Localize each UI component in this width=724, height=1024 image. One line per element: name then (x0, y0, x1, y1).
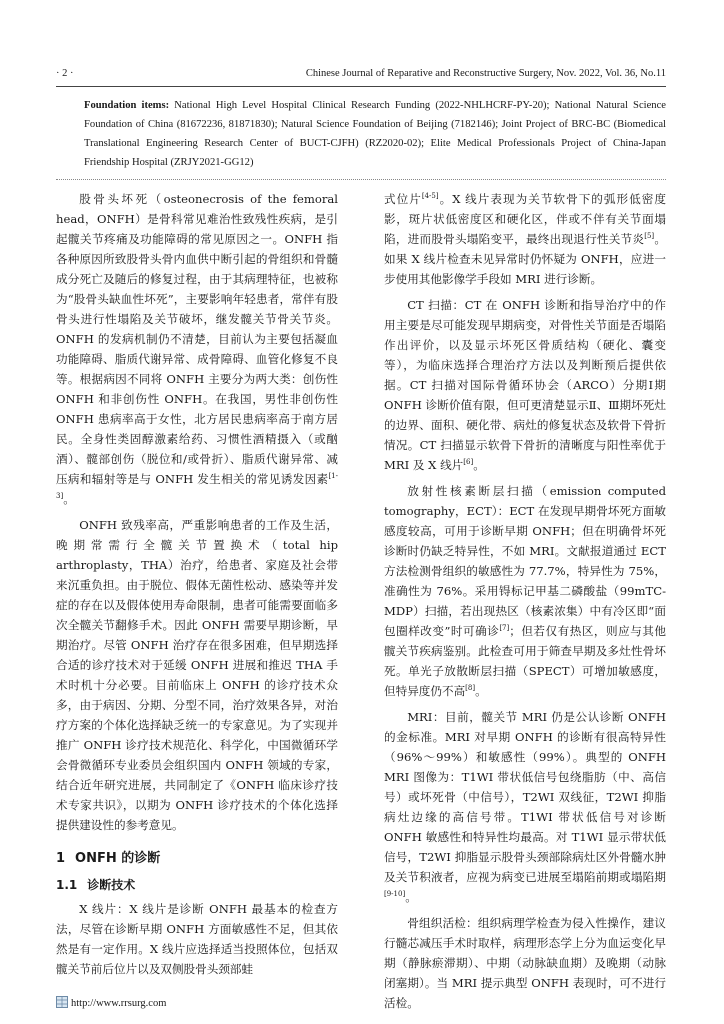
intro-paragraph-2: ONFH 致残率高，严重影响患者的工作及生活，晚期常需行全髋关节置换术（total hip arthroplasty，THA）治疗，给患者、家庭及社会带来沉重负担。由于脱位、假体无菌性松动、感染等并发症的存在以及假体使用寿命限制，患者可能需要面临多次全髋关节翻修手术。因此 ONFH 需要早期诊断，早期治疗。尽管 ONFH 治疗存在很多困难，但早期选择合适的诊疗技术对于延缓 ONFH 进展和推迟 THA 手术时机十分必要。目前临床上 ONFH 的诊疗技术众多，由于病因、分期、分型不同，治疗效果各异，对治疗方案的个体化选择缺乏统一的专家意见。为了实现并推广 ONFH 诊疗技术规范化、科学化，中国微循环学会骨微循环专业委员会组织国内 ONFH 领域的专家，结合近年研究进展，共同制定了《ONFH 临床诊疗技术专家共识》，以期为 ONFH 诊疗技术的个体化选择提供建设性的参考意见。 (56, 518, 338, 832)
citation: [8] (465, 684, 476, 693)
biopsy-paragraph: 骨组织活检：组织病理学检查为侵入性操作，建议行髓芯减压手术时取样，病理形态学上分为血运变化早期（静脉瘀滞期）、中期（动脉缺血期）及晚期（动脉闭塞期）。当 MRI 提示典型 ONFH 表现时，可不进行活检。 (384, 916, 666, 1010)
foundation-items (84, 96, 666, 172)
section-heading-1: 1 ONFH 的诊断 (56, 851, 161, 866)
page-number: · 2 · (56, 68, 74, 79)
mri-paragraph: MRI：目前，髋关节 MRI 仍是公认诊断 ONFH 的金标准。MRI 对早期 ONFH 的诊断有很高特异性（96%～99%）和敏感性（99%）。典型的 ONFH MRI 图像为：T1WI 带状低信号包绕脂肪（中、高信号）或坏死骨（中信号），T2WI 双线征，T2WI 抑脂病灶边缘的高信号带。T1WI 带状低信号对诊断 ONFH 敏感性和特异性均最高。对 T1WI 显示带状低信号，T2WI 抑脂显示股骨头颈部除病灶区外骨髓水肿及关节积液者，应视为病变已进展至塌陷前期或塌陷期[9-10]。 (384, 710, 666, 904)
globe-icon (56, 996, 68, 1008)
section-divider (56, 179, 666, 180)
ect-paragraph: 放射性核素断层扫描（emission computed tomography，ECT）：ECT 在发现早期骨坏死方面敏感度较高，可用于诊断早期 ONFH；但在明确骨坏死诊断时仍缺乏特异性，不如 MRI。文献报道通过 ECT 方法检测骨组织的敏感性为 77.7%，特异性为 75%，准确性为 76%。采用锝标记甲基二磷酸盐（99mTC-MDP）扫描，若出现热区（核素浓集）中有冷区即“面包圈样改变”时可确诊[7]；但若仅有热区，则应与其他髋关节疾病鉴别。此检查可用于筛查早期及多灶性骨坏死。单光子放散断层扫描（SPECT）可增加敏感度，但特异度仍不高[8]。 (384, 484, 666, 698)
citation: [1-3] (56, 472, 338, 501)
foundation-label: Foundation items: (84, 100, 170, 111)
foundation-text: National High Level Hospital Clinical Research Funding (2022-NHLHCRF-PY-20); National Natural Science Foundation of China (81672236, 81871830); Natural Science Foundation of Beijing (7182146); Joint Project of BRC-BC (Biomedical Translational Engineering Research Center of BUCT-CJFH) (RZ2020-02); Elite Medical Professionals Project of China-Japan Friendship Hospital (ZRJY2021-GG12) (84, 100, 666, 168)
citation: [5] (644, 232, 655, 241)
citation: [4-5] (421, 192, 439, 201)
citation: [7] (499, 624, 510, 633)
citation: [9-10] (384, 890, 406, 899)
journal-title: Chinese Journal of Reparative and Reconstructive Surgery, Nov. 2022, Vol. 36, No.11 (305, 68, 666, 79)
left-column (56, 189, 338, 985)
website-link[interactable]: http://www.rrsurg.com (71, 998, 167, 1009)
running-header (56, 64, 666, 87)
ct-paragraph: CT 扫描：CT 在 ONFH 诊断和指导治疗中的作用主要是尽可能发现早期病变，对骨性关节面是否塌陷作出评价，以及显示坏死区骨质结构（硬化、囊变等），为临床选择合理治疗方法以及判断预后提供依据。CT 扫描对国际骨循环协会（ARCO）分期Ⅰ期 ONFH 诊断价值有限，但可更清楚显示Ⅱ、Ⅲ期坏死灶的边界、面积、硬化带、病灶的修复状态及软骨下骨折情况。CT 扫描显示软骨下骨折的清晰度与阳性率优于 MRI 及 X 线片[6]。 (384, 298, 666, 472)
page-footer (56, 996, 356, 1012)
citation: [6] (463, 458, 474, 467)
subsection-heading-1-1: 1.1 诊断技术 (56, 878, 136, 892)
xray-paragraph: X 线片：X 线片是诊断 ONFH 最基本的检查方法，尽管在诊断早期 ONFH 方面敏感性不足，但其依然是有一定作用。X 线片应选择适当投照体位，包括双髋关节前后位片以及双侧股骨头颈部蛙 (56, 902, 338, 976)
right-column (384, 189, 666, 1019)
xray-paragraph-continued: 式位片[4-5]。X 线片表现为关节软骨下的弧形低密度影，斑片状低密度区和硬化区，伴或不伴有关节面塌陷，进而股骨头塌陷变平，最终出现退行性关节炎[5]。如果 X 线片检查未见异常时仍怀疑为 ONFH，应进一步使用其他影像学手段如 MRI 进行诊断。 (384, 192, 666, 286)
intro-paragraph-1: 股骨头坏死（osteonecrosis of the femoral head，ONFH）是骨科常见难治性致残性疾病，是引起髋关节疼痛及功能障碍的常见原因之一。ONFH 指各种原因所致股骨头骨内血供中断引起的骨组织和骨髓成分死亡及随后的修复过程，由于其病理特征，也被称为“股骨头缺血性坏死”，主要影响年轻患者，常伴有股骨头进行性塌陷及关节破坏，继发髋关节骨关节炎。ONFH 的发病机制仍不清楚，目前认为主要包括凝血功能障碍、脂质代谢异常、成骨障碍、血管化修复不良等。根据病因不同将 ONFH 主要分为两大类：创伤性 ONFH 和非创伤性 ONFH。在我国，男性非创伤性 ONFH 患病率高于女性，北方居民患病率高于南方居民。全身性类固醇激素给药、习惯性酒精摄入（或酗酒）、髋部创伤（脱位和/或骨折）、脂质代谢异常、减压病和辐射等是与 ONFH 发生相关的常见诱发因素[1-3]。 (56, 192, 338, 506)
